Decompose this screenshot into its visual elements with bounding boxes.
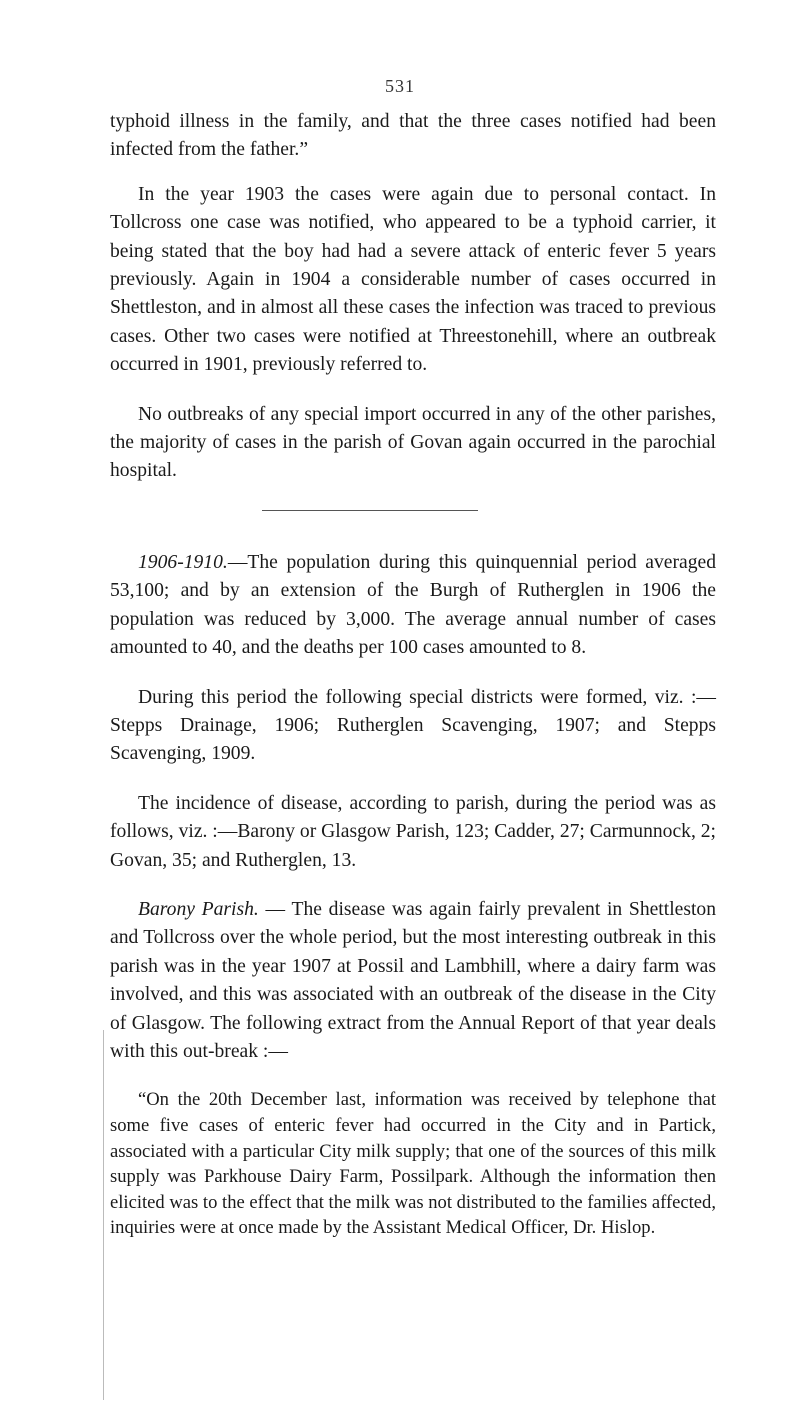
page-number: 531 bbox=[385, 76, 415, 96]
paragraph-1903-text: In the year 1903 the cases were again due to personal contact. In Tollcross one case was notified, who appeared to be a typhoid carrier, it being stated that the boy had had a severe attack of enteric fever 5 years previously. Again in 1904 a considerable number of cases occurred in Shettleston, and in almost all these cases the infection was traced to previous cases. Other two cases were notified at Threestonehill, where an outbreak occurred in 1901, previously referred to. bbox=[110, 183, 716, 376]
page-body bbox=[110, 108, 716, 1241]
paragraph-special-districts-text: During this period the following special districts were formed, viz. :—Stepps Drainage, 1906; Rutherglen Scavenging, 1907; and Stepps Scavenging, 1909. bbox=[110, 686, 716, 765]
section-divider bbox=[262, 510, 478, 511]
barony-text: — The disease was again fairly prevalent in Shettleston and Tollcross over the whole period, but the most interesting outbreak in this parish was in the year 1907 at Possil and Lambhill, where a dairy farm was involved, and this was associated with an outbreak of the disease in the City of Glasgow. The following extract from the Annual Report of that year deals with this out-break :— bbox=[110, 898, 717, 1062]
margin-line bbox=[103, 1030, 104, 1400]
paragraph-continued: typhoid illness in the family, and that the three cases notified had been infected from the father.” bbox=[110, 111, 716, 161]
paragraph-other-parishes-text: No outbreaks of any special import occurred in any of the other parishes, the majority of cases in the parish of Govan again occurred in the parochial hospital. bbox=[110, 403, 716, 482]
barony-heading: Barony Parish. bbox=[138, 898, 259, 920]
section-intro: —The population during this quinquennial period averaged 53,100; and by an extension of the Burgh of Rutherglen in 1906 the population was reduced by 3,000. The average annual number of cases amounted to 40, and the deaths per 100 cases amounted to 8. bbox=[110, 551, 716, 659]
paragraph-1906-1910 bbox=[110, 549, 716, 663]
paragraph-incidence bbox=[110, 790, 716, 875]
paragraph-1903 bbox=[110, 181, 716, 380]
paragraph-special-districts bbox=[110, 684, 716, 769]
section-heading: 1906-1910. bbox=[138, 551, 228, 573]
paragraph-barony bbox=[110, 896, 716, 1066]
quoted-extract bbox=[110, 1087, 716, 1241]
quoted-extract-text: “On the 20th December last, information was received by telephone that some five cases of enteric fever had occurred in the City and in Partick, associated with a particular City milk supply; that one of the sources of this milk supply was Parkhouse Dairy Farm, Possilpark. Although the information then elicited was to the effect that the milk was not distributed to the families affected, inquiries were at once made by the Assistant Medical Officer, Dr. Hislop. bbox=[110, 1089, 717, 1239]
paragraph-incidence-text: The incidence of disease, according to parish, during the period was as follows, viz. :—Barony or Glasgow Parish, 123; Cadder, 27; Carmunnock, 2; Govan, 35; and Rutherglen, 13. bbox=[110, 792, 716, 871]
paragraph-other-parishes bbox=[110, 401, 716, 486]
